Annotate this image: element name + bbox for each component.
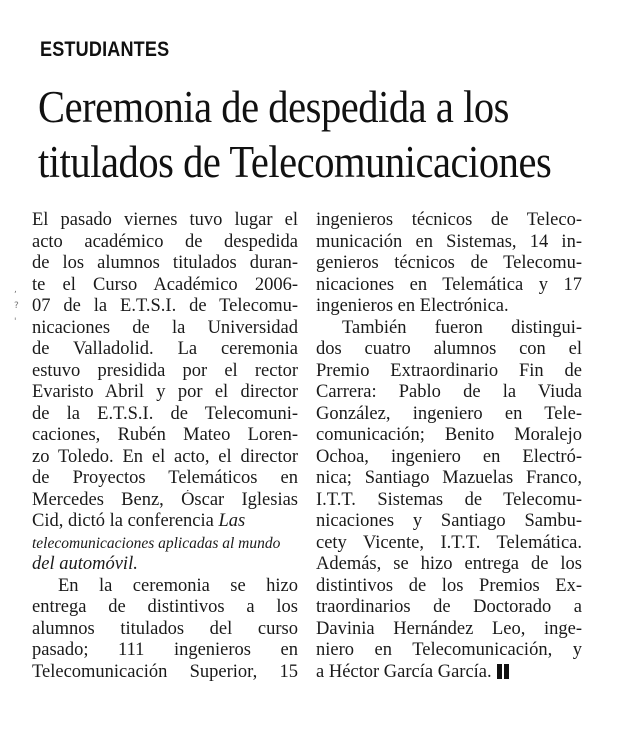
body-line: genieros técnicos de Telecomu- (316, 253, 582, 273)
margin-mark: , (14, 285, 17, 295)
body-line: niero en Telecomunicación, y (316, 640, 582, 660)
margin-mark: ' (14, 317, 17, 327)
body-line: acto académico de despedida (32, 231, 298, 252)
body-line: alumnos titulados del curso (32, 618, 298, 639)
end-of-article-mark (497, 664, 502, 679)
body-line: Telecomunicación Superior, 15 (32, 661, 298, 682)
body-line: El pasado viernes tuvo lugar el (32, 210, 298, 230)
body-line: nicaciones de la Universidad (32, 317, 298, 338)
end-of-article-mark (504, 664, 509, 679)
body-line: estuvo presidida por el rector (32, 360, 298, 381)
body-line: Davinia Hernández Leo, inge- (316, 618, 582, 639)
body-line: Mercedes Benz, Óscar Iglesias (32, 489, 298, 510)
body-line (32, 511, 298, 533)
headline-line: Ceremonia de despedida a los (38, 82, 509, 132)
headline-line: titulados de Telecomunicaciones (38, 137, 552, 187)
body-line (316, 662, 582, 684)
margin-mark: ? (14, 301, 19, 311)
body-line: ingenieros técnicos de Teleco- (316, 210, 582, 230)
body-line: nicaciones en Telemática y 17 (316, 274, 582, 295)
conference-title-start: Las (218, 511, 246, 531)
article-column-right (316, 210, 582, 683)
body-line: municación en Sistemas, 14 in- (316, 231, 582, 252)
headline (38, 80, 608, 190)
body-line: Ochoa, ingeniero en Electró- (316, 446, 582, 467)
body-line: También fueron distingui- (342, 317, 582, 338)
body-line: distintivos de los Premios Ex- (316, 575, 582, 596)
body-line: nicaciones y Santiago Sambu- (316, 511, 582, 531)
body-line: de los alumnos titulados duran- (32, 253, 298, 273)
body-text: Cid, dictó la conferencia (32, 511, 214, 531)
body-line: I.T.T. Sistemas de Telecomu- (316, 489, 582, 510)
body-line: En la ceremonia se hizo (58, 575, 298, 596)
body-line: Evaristo Abril y por el director (32, 382, 298, 402)
body-line: nica; Santiago Mazuelas Franco, (316, 468, 582, 488)
section-label: ESTUDIANTES (40, 38, 170, 61)
body-line: dos cuatro alumnos con el (316, 339, 582, 359)
body-line: entrega de distintivos a los (32, 597, 298, 617)
body-line: pasado; 111 ingenieros en (32, 640, 298, 660)
body-text: a Héctor García García. (316, 661, 492, 682)
body-line: te el Curso Académico 2006- (32, 274, 298, 295)
body-line: de Valladolid. La ceremonia (32, 339, 298, 359)
body-line: comunicación; Benito Moralejo (316, 425, 582, 445)
body-line: cety Vicente, I.T.T. Telemática. (316, 532, 582, 553)
body-line: traordinarios de Doctorado a (316, 597, 582, 617)
article-column-left (32, 210, 298, 683)
margin-marks (14, 282, 19, 330)
body-line: González, ingeniero en Tele- (316, 403, 582, 424)
body-line: Además, se hizo entrega de los (316, 554, 582, 574)
body-line: ingenieros en Electrónica. (316, 296, 509, 316)
body-line: zo Toledo. En el acto, el director (32, 446, 298, 467)
body-line: Carrera: Pablo de la Viuda (316, 382, 582, 402)
conference-title-end: del automóvil. (32, 554, 138, 574)
body-line: de la E.T.S.I. de Telecomuni- (32, 403, 298, 424)
body-line: Premio Extraordinario Fin de (316, 360, 582, 381)
body-line: 07 de la E.T.S.I. de Telecomu- (32, 296, 298, 316)
body-line: caciones, Rubén Mateo Loren- (32, 425, 298, 445)
body-line: de Proyectos Telemáticos en (32, 468, 298, 488)
conference-title: telecomunicaciones aplicadas al mundo (32, 534, 281, 552)
